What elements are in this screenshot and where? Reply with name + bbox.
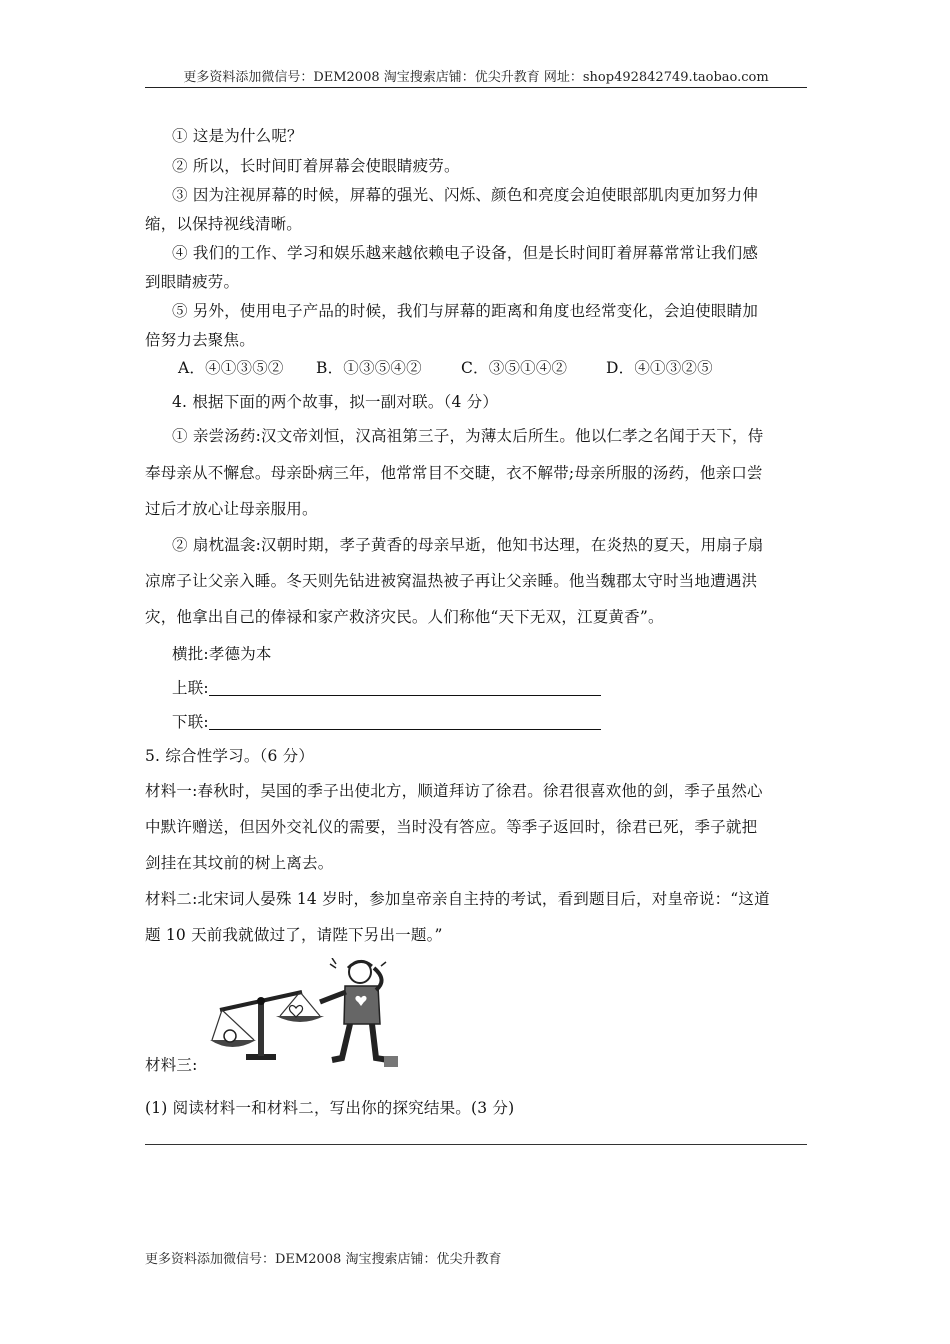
option-a: A．④①③⑤② [178, 359, 284, 377]
story-1-line-3: 过后才放心让母亲服用。 [145, 500, 318, 518]
heart-icon [289, 1005, 302, 1017]
sentence-2: ② 所以，长时间盯着屏幕会使眼睛疲劳。 [172, 157, 460, 175]
material-3-label: 材料三: [145, 1056, 198, 1074]
shanglian-row [172, 676, 601, 698]
answer-options [178, 356, 713, 378]
question-4-title: 4. 根据下面的两个故事，拟一副对联。（4 分） [172, 393, 499, 411]
option-d: D．④①③②⑤ [606, 359, 713, 377]
xialian-blank[interactable] [209, 713, 601, 730]
material-2-line-1: 材料二:北宋词人晏殊 14 岁时，参加皇帝亲自主持的考试，看到题目后，对皇帝说：“这道 [145, 890, 770, 908]
right-pan [276, 1016, 324, 1022]
story-2-line-3: 灾，他拿出自己的俸禄和家产救济灾民。人们称他“天下无双，江夏黄香”。 [145, 608, 664, 626]
coin-icon [224, 1030, 236, 1042]
scale-post [258, 998, 264, 1056]
sentence-4-line-1: ④ 我们的工作、学习和娱乐越来越依赖电子设备，但是长时间盯着屏幕常常让我们感 [172, 244, 759, 262]
shanglian-label: 上联: [172, 679, 209, 697]
sentence-4-line-2: 到眼睛疲劳。 [145, 273, 240, 291]
material-1-line-1: 材料一:春秋时，吴国的季子出使北方，顺道拜访了徐君。徐君很喜欢他的剑，季子虽然心 [145, 782, 763, 800]
shanglian-blank[interactable] [209, 679, 601, 696]
header-rule [145, 87, 807, 88]
sentence-5-line-2: 倍努力去聚焦。 [145, 331, 255, 349]
story-1-line-1: ① 亲尝汤药:汉文帝刘恒，汉高祖第三子，为薄太后所生。他以仁孝之名闻于天下，侍 [172, 427, 764, 445]
material-2-line-2: 题 10 天前我就做过了，请陛下另出一题。” [145, 926, 443, 944]
story-2-line-2: 凉席子让父亲入睡。冬天则先钻进被窝温热被子再让父亲睡。他当魏郡太守时当地遭遇洪 [145, 572, 758, 590]
page-footer: 更多资料添加微信号：DEM2008 淘宝搜索店铺：优尖升教育 [145, 1252, 502, 1267]
answer-line[interactable] [145, 1144, 807, 1145]
sentence-3-line-2: 缩，以保持视线清晰。 [145, 215, 303, 233]
cartoon-scale-illustration [210, 958, 415, 1070]
sentence-5-line-1: ⑤ 另外，使用电子产品的时候，我们与屏幕的距离和角度也经常变化，会迫使眼睛加 [172, 302, 759, 320]
option-b: B．①③⑤④② [316, 359, 422, 377]
man-figure [320, 958, 388, 1060]
scale-pivot [257, 997, 265, 1005]
story-2-line-1: ② 扇枕温衾:汉朝时期，孝子黄香的母亲早逝，他知书达理，在炎热的夏天，用扇子扇 [172, 536, 764, 554]
material-1-line-2: 中默许赠送，但因外交礼仪的需要，当时没有答应。等季子返回时，徐君已死，季子就把 [145, 818, 758, 836]
xialian-row [172, 710, 601, 732]
hengpi: 横批:孝德为本 [172, 645, 272, 663]
sentence-1: ① 这是为什么呢？ [172, 127, 303, 145]
xialian-label: 下联: [172, 713, 209, 731]
sentence-3-line-1: ③ 因为注视屏幕的时候，屏幕的强光、闪烁、颜色和亮度会迫使眼部肌肉更加努力伸 [172, 186, 759, 204]
sub-question-1: (1) 阅读材料一和材料二，写出你的探究结果。(3 分) [145, 1099, 515, 1117]
question-5-title: 5. 综合性学习。（6 分） [145, 747, 315, 765]
material-1-line-3: 剑挂在其坟前的树上离去。 [145, 854, 334, 872]
option-c: C．③⑤①④② [461, 359, 568, 377]
artist-seal [384, 1056, 398, 1067]
story-1-line-2: 奉母亲从不懈怠。母亲卧病三年，他常常目不交睫，衣不解带;母亲所服的汤药，他亲口尝 [145, 464, 763, 482]
page-header: 更多资料添加微信号：DEM2008 淘宝搜索店铺：优尖升教育 网址：shop492842749.taobao.com [183, 70, 769, 85]
